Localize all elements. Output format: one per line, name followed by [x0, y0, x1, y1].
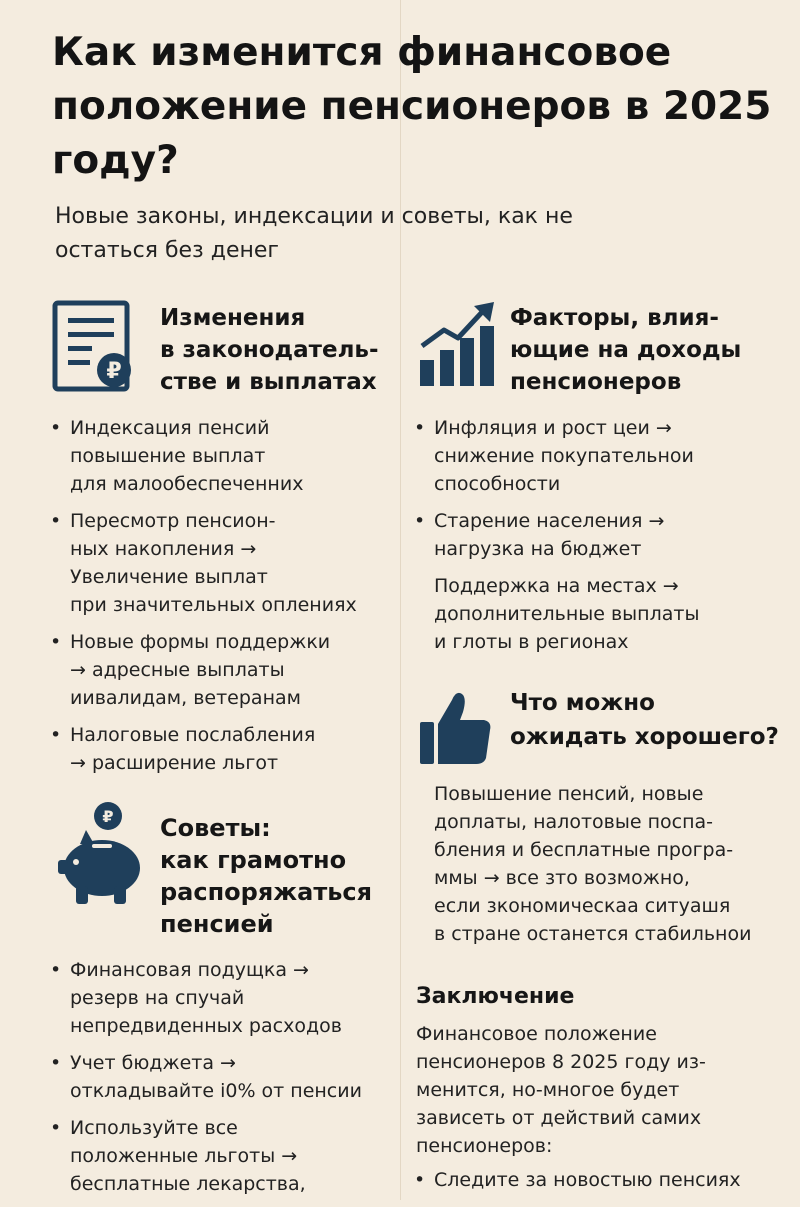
- list-item: • Используйте все положенные льготы → бесплатные лекарства,: [50, 1117, 306, 1195]
- section-heading-conclusion: Заключение: [416, 984, 575, 1009]
- section-heading-factors: Факторы, влия- ющие на доходы пенсионеров: [510, 305, 742, 395]
- list-item: • Финансовая подущка → резерв на спучай непредвиденных расходов: [50, 959, 342, 1037]
- law-list: [50, 414, 400, 786]
- list-item: • Индексация пенсий повышение выплат для малообеспеченних: [50, 417, 304, 495]
- factors-list: [414, 414, 794, 572]
- svg-text:₽: ₽: [106, 359, 122, 384]
- piggy-bank-icon: [52, 800, 150, 906]
- section-heading-law: Изменения в законодатель- стве и выплатах: [160, 305, 379, 395]
- thumbs-up-icon: [418, 688, 494, 768]
- section-heading-tips: Советы: как грамотно распоряжаться пенсией: [160, 814, 373, 938]
- page-title: Как изменится финансовое положение пенсионеров в 2025 году?: [52, 30, 772, 183]
- list-item: • Пересмотр пенсион- ных накопления → Увеличение выплат при значительных оплениях: [50, 510, 357, 616]
- growth-chart-icon: [418, 300, 498, 390]
- list-item: • Учет бюджета → откладывайте i0% от пенсии: [50, 1052, 362, 1102]
- conclusion-text: Финансовое положение пенсионеров 8 2025 году из- менится, но-многое будет зависеть от действий самих пенсионеров:: [416, 1023, 706, 1157]
- document-ruble-icon: [52, 300, 134, 392]
- conclusion-list: [414, 1166, 794, 1203]
- list-item: • Следите за новостыю пенсиях: [414, 1169, 741, 1191]
- page-subtitle: Новые законы, индексации и советы, как не остаться без денег: [55, 204, 573, 263]
- good-text: Повышение пенсий, новые доплаты, налотовые поспа- бления и бесплатные програ- ммы → все зто возможно, если зкономическаа ситуашя в стране останется стабильнои: [434, 783, 752, 945]
- tips-list: [50, 956, 400, 1207]
- list-item: • Новые формы поддержки → адресные выплаты иивалидам, ветеранам: [50, 631, 331, 709]
- list-item: • Старение населения → нагрузка на бюджет: [414, 510, 665, 560]
- factors-extra-text: Поддержка на местах → дополнительные выплаты и глоты в регионах: [434, 575, 700, 653]
- list-item: • Инфляция и рост цеи → снижение покупательнои способности: [414, 417, 694, 495]
- svg-text:₽: ₽: [102, 807, 114, 826]
- section-heading-good: Что можно ожидать хорошего?: [510, 690, 779, 750]
- list-item: • Налоговые послабления → расширение льгот: [50, 724, 316, 774]
